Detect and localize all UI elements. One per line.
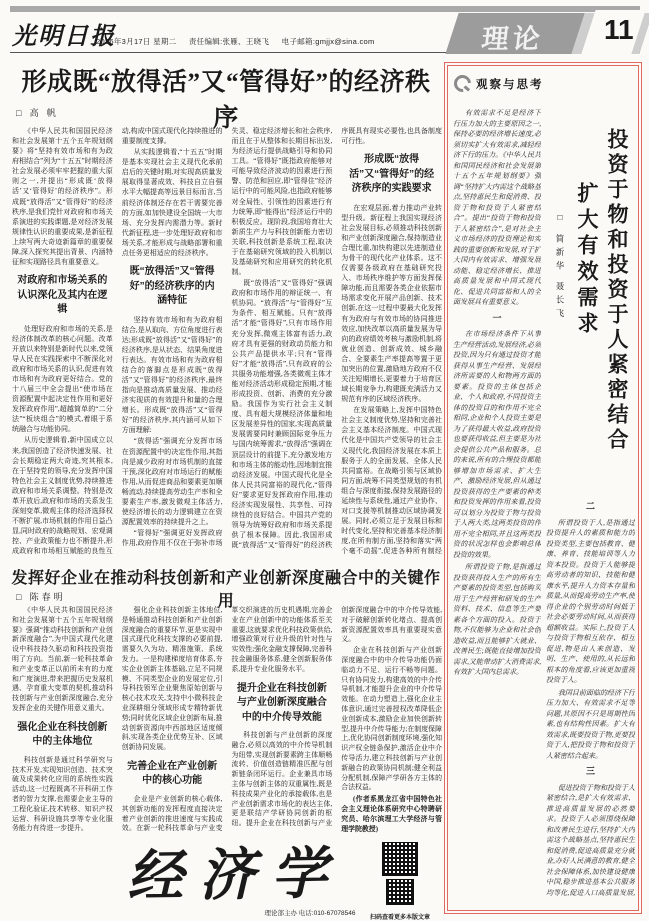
main-byline: □ 高 帆	[16, 108, 59, 118]
dateline	[96, 36, 385, 47]
paragraph: 处理好政府和市场的关系,是经济体制改革的核心问题。改革开放以来特别是新时代以来,党领导人民在实践探索中不断深化对政府和市场关系的认识,促进有效市场和有为政府更好结合。党的十八届三中全会提出“使市场在资源配置中起决定性作用和更好发挥政府作用”,超越简单的“二分法”“板块组合”的模式,着眼于系统融合与功能协同。	[12, 324, 113, 434]
main-headline: 形成既“放得活”又“管得好”的经济秩序	[21, 69, 431, 132]
observe-panel-frame	[447, 65, 639, 911]
section-divider: 三	[585, 766, 595, 776]
page-number: 11	[604, 14, 634, 45]
section-heading: 对政府和市场关系的认识深化及其内在逻辑	[17, 275, 108, 316]
qr-zone	[356, 842, 444, 918]
paragraph: 科技创新与产业创新的深度融合,必须以高效的中介传导机制为纽带,实现创新要素跨主体顺畅流转、价值创造链精准匹配与创新链条闭环运行。企业兼具市场主体与创新主体的双重属性,既是科技成果产业化的承接载体,也是产业创新需求市场化的表达主体,更是联结产学研协同创新的枢纽。提升企业在科技创新与产业创新深度融合中的中介传导效能,对于破解创新转化堵点、提高创新资源配置效率具有重要现实意义。	[231, 607, 442, 828]
second-byline: □ 陈春明	[16, 592, 66, 602]
section-heading: 完善企业在产业创新中的核心功能	[127, 760, 218, 787]
section-heading: 既“放得活”又“管得好”的经济秩序的内涵特征	[129, 266, 215, 307]
panel-byline: □ 简新华 聂长飞	[555, 212, 565, 323]
email-text: 电子邮箱:gmjjx@sina.com	[281, 37, 375, 46]
second-article-body	[12, 606, 442, 846]
paragraph: “管得好”强调更好发挥政府作用,政府作用不仅在于弥补市场失灵、稳定经济增长和社会秩序,而且在于从整体和长期目标出发,为经济运行提供战略引导和协同工具。“管得好”既指政府能够对可能导致经济波动的因素进行预警、防范和回应,即“管得住”经济运行中的可能风险,也指政府能够对全局性、引领性的因素进行有力统筹,即“能得出”经济运行中的积极反应。现阶段,我国培育壮大新质生产力与科技创新能力密切关联,科技创新是系统工程,取决于在基础研究领域的投入机制以及基础研究和应用研究的转化机制。	[121, 127, 333, 548]
paragraph: 科技创新是通过科学研究与技术开发,实现知识创造、技术突破及成果转化应用的系统性实践活动,这一过程既离不开科研工作者的智力支撑,也需要企业主导的工程化验证,技术转移、知识产权运营、科研设施共享等专业化服务能力有待进一步提升。	[12, 756, 113, 833]
organizer-phone-line: 理论部主办 电话:010-67078546	[264, 910, 356, 917]
qr-caption: 扫码查看更多本版文章	[369, 915, 430, 921]
observe-panel-title: 观察与思考	[476, 78, 544, 91]
paragraph: 在宏观层面,着力推动产业转型升级。新征程上我国实现经济社会发展目标,必须推动科技创新和产业创新深度融合,保持制造业合理比重,加快构建以先进制造业为骨干的现代化产业体系。这不仅需要各级政府在基础研究投入、市场秩序维护等方面发挥保障功能,而且需要各类企业依据市场需求变化开展产品创新、技术创新,在这一过程中要最大化发挥有为政府与有效市场的协同推进效应,加快改革以高质量发展为导向的政府绩效考核与激励机制,将就业创造、创新成效、城乡融合、全要素生产率提高等置于更加突出的位置,激励地方政府不仅关注短期增长,更要着力于培育区域长期竞争力,构建既充满活力又规范有序的区域经济秩序。	[341, 203, 442, 404]
editors-text: 责任编辑:张雁、王晓飞	[188, 37, 270, 46]
paragraph: 从历史逻辑看,新中国成立以来,我国创造了经济快速发展、社会长期稳定两大奇迹,究其根本,在于坚持党的领导,充分发挥中国特色社会主义制度优势,持续推进政府和市场关系调整。特别是改革开放后,政府和市场的关系发生深刻变革,微观主体的经济选择权不断扩展,市场机制的作用日益凸显,同时政府的战略规划、宏观调控、产业政策能力也不断提升,形成政府和市场相互赋能的良性互动,构成中国式现代化持续推进的重要制度支撑。	[12, 127, 223, 556]
observe-panel-header	[454, 75, 544, 92]
second-headline: 发挥好企业在推动科技创新和产业创新深度融合中的关键作用	[11, 570, 441, 610]
paragraph: 在发展策略上,发挥中国特色社会主义制度优势,坚持和完善社会主义基本经济制度。中国式现代化是中国共产党领导的社会主义现代化,我国经济发展在本质上服务于人的全面发展、全体人民共同富裕。在战略引领与区域协同方面,统筹不同类型规划的有机组合与深度衔接,保持发展路径的延续性与系统性,通过产业协作、对口支援等机制推动区域协调发展。同时,必须立足于发展目标和时代变化,坚持和完善基本经济制度,在所有制方面,坚持和落实“两个毫不动摇”,促进各种所有制经	[341, 406, 442, 556]
observe-panel	[444, 62, 642, 914]
column-calligraphy-title: 经济学	[99, 834, 370, 917]
main-article-body	[12, 126, 442, 558]
panel-left-column	[453, 108, 541, 898]
section-divider: 二	[585, 501, 595, 511]
paragraph: 所谓投资于人,是指通过投资提升人的素质和能力的投资类型,主要包括教育、健康、养育、技能培训等人力资本投资。投资于人能够提高劳动者的知识、技能和健康水平,提升人力资本存量和质量,从而提高劳动生产率,使得企业的个别劳动时间低于社会必要劳动时间,从而获得超额收益。实际上,投资于人与投资于物相互依存、相互促进,物是由人来创造、发明、生产、使用的,从长远和根本的角度看,应该更加重视投资于人。	[546, 518, 635, 684]
section-heading: 形成既“放得活”又“管得好”的经济秩序的实践要求	[349, 154, 435, 195]
section-divider: 一	[492, 312, 502, 323]
section-heading: 强化企业在科技创新中的主体地位	[17, 721, 108, 748]
section-label: 理论	[480, 24, 546, 54]
paragraph: 促进投资于物和投资于人紧密结合,是扩大有效需求、推进高质量发展的必然要求。投资于人必须围绕保障和改善民生进行,坚持扩大内需这个战略基点,坚持惠民生和促消费,促进高质量充分就业,办好人民满意的教育,健全社会保障体系,加快建设健康中国,稳步推进基本公共服务均等化,促进人口高质量发展,	[546, 783, 635, 897]
author-credit: (作者系黑龙江省中国特色社会主义理论体系研究中心特聘研究员、哈尔滨理工大学经济与管理学院教授)	[341, 796, 442, 833]
paragraph: 强化企业科技创新主体地位,是畅通推动科技创新和产业创新深度融合的重要环节,更是实现中国式现代化科技支撑的必要前提,需要久久为功、精准施策、系统发力。一是构建梯度培育体系,夯实企业创新主体基础,立足不同规模、不同类型企业的发展定位,引导科技领军企业聚焦原始创新与核心技术攻关,支持中小微科技企业深耕细分领域形成专精特新优势;同时优化区域企业创新布局,推动创新资源向中西部地区适度倾斜,实现各类企业优势互补、区域创新协同发展。	[121, 607, 223, 752]
panel-headline-line1: 投资于物和投资于人紧密结合	[605, 128, 629, 453]
date-text: 2026年3月17日 星期二	[96, 37, 177, 46]
paragraph: 所谓投资于物,是指通过投资获得投入生产的所有生产要素的投资类型,包括购买用于生产经营和研发的生产资料、技术、信息等生产要素各个方面的投入。投资于物,不仅能够为企业和社会创造收益,而且能够扩大就业、改善民生;既能直接增加投资需求,又能带动扩大消费需求,有效扩大国内总需求。	[453, 563, 541, 676]
paragraph: 《中华人民共和国国民经济和社会发展第十五个五年规划纲要》将“坚持有效市场和有为政府相结合”列为“十五五”时期经济社会发展必须牢牢把握的重大原则之一,并提出“形成既‘放得活’又‘管得好’的经济秩序”。形成既“放得活”又“管得好”的经济秩序,是我们党针对政府和市场关系演进的实践课题,是对经济发展规律性认识的重要成果,是新征程上续写两大奇迹新篇章的重要保障,深入探究其提出背景、内涵特征和实现路径具有重要意义。	[12, 127, 113, 267]
header-rule-bar	[10, 6, 640, 12]
qr-code-icon	[386, 879, 414, 905]
paragraph: 企业是产业创新的核心载体,其创新功能的发挥程度直接决定着产业创新的推进速度与实践成效。在新一轮科技革命与产业变革交织演进的历史机遇期,完善企业在产业创新中的功能体系至关重要,这就要求优化科技政策供给,增强政策对行业升级的针对性与实效性;强化金融支撑保障,完善科技金融服务体系,健全创新服务体系,提升专业化服务水平。	[121, 607, 333, 833]
masthead-title: 光明日报	[12, 21, 116, 50]
paragraph: “放得活”强调充分发挥市场在资源配置中的决定性作用,其指向是减少政府对市场机制的直接干预,深化政府对市场运行的赋能作用,从而促进商品和要素更加顺畅流动,持续提高劳动生产率和全要素生产率,激发微观主体活力,使经济增长的动力逻辑建立在资源配置效率的持续提升之上。	[121, 437, 223, 527]
paragraph: 有效需求不足是经济下行压力加大的主要原因之一,保持必要的经济增长速度,必须切实扩大有效需求,减轻经济下行的压力。《中华人民共和国国民经济和社会发展第十五个五年规划纲要》强调“坚持扩大内需这个战略基点,坚持惠民生和促消费、投资于物和投资于人紧密结合”。提出“投资于物和投资于人紧密结合”,是对社会主义市场经济的投资理论和实践的重要创新和发展,对于扩大国内有效需求、增强发展动能、稳定经济增长、推进高质量发展和中国式现代化、促进共同富裕和人的全面发展具有重要意义。	[453, 109, 541, 306]
panel-right-column	[546, 496, 635, 898]
panel-vertical-headline	[546, 124, 632, 524]
paragraph: 我国目前面临的经济下行压力加大、有效需求不足等问题,其原因不只是周期性因素,也有结构性因素。扩大有效需求,既要投资于物,更要投资于人,把投资于物和投资于人紧密结合起来。	[546, 688, 635, 760]
panel-headline-line2: 扩大有效需求	[575, 182, 599, 338]
paragraph: 坚持有效市场和有为政府相结合,是从取向、方位角度进行表达;形成既“放得活”又“管得好”的经济秩序,是从状态、结果角度进行表达。有效市场和有为政府相结合的落脚点是形成既“放得活”又“管得好”的经济秩序,最终指向是推动高质量发展、推动经济实现质的有效提升和量的合理增长。形成既“放得活”又“管得好”的经济秩序,其内涵可从如下方面理解:	[121, 315, 223, 435]
paragraph: 在市场经济条件下从事生产经营活动,发展经济,必须投资,因为只有通过投资才能获得从事生产经营、发展经济所需要的人和物两方面的要素。投资的主体包括企业、个人和政府,不同投资主体的投资目的和作用不完全相同,企业和个人投资主要是为了获得最大收益,政府投资也要获得收益,但主要是为社会提供公共产品和服务。总的来说,所有的合理投资都能够增加市场需求、扩大生产、激励经济发展,但从通过投资获得的生产要素的种类和投资发挥的作用来看,投资可以划分为投资于物与投资于人两大类,这两类投资的作用不完全相同,并且这两类投资的状况怎样也会影响总体投资的效果。	[453, 330, 541, 559]
section-heading: 提升企业在科技创新与产业创新深度融合中的中介传导效能	[236, 682, 327, 723]
observe-logo-icon	[451, 72, 475, 96]
paragraph: 既“放得活”又“管得好”强调政府和市场作用的辩证统一、有机协同。“放得活”与“管得好”互为条件、相互赋能。只有“放得活”才能“管得好”,只有市场作用充分发挥,微观主体富有活力,政府才具有更强的财政动员能力和公共产品提供水平;只有“管得好”才能“放得活”,只有政府的公共服务功能增强,各类微观主体才能对经济活动形成稳定预期,才能形成投资、创新、消费的充分激励。我国作为实行社会主义制度、具有超大规模经济体量和地区发展差异性的国家,实现高质量发展需要同时兼顾国际竞争压力与国内统筹需求,“放得活”强调在顶层设计的前提下,充分激发地方和市场主体的能动性,因地制宜推动经济发展。中国式现代化是全体人民共同富裕的现代化,“管得好”要求更好发挥政府作用,推动经济实现发展性、共享性、可持续性的良好结合。中国共产党的领导为统筹好政府和市场关系提供了根本保障。因此,我国形成既“放得活”又“管得好”的经济秩序既具有现实必要性,也具备制度可行性。	[231, 127, 442, 550]
paragraph: 《中华人民共和国国民经济和社会发展第十五个五年规划纲要》强调“推动科技创新和产业创新深度融合”,为中国式现代化建设中科技持久驱动和科技投资指明了方向。当前,新一轮科技革命和产业变革正以前所未有的力度和广度演进,带来把握历史发展机遇、孕育重大变革的契机,推动科技创新与产业创新深度融合,充分发挥企业的关键作用意义重大。	[12, 607, 113, 712]
paragraph: 企业在科技创新与产业创新深度融合中的中介传导功能仍面临动力不足、运行不畅等问题。只有协同发力,构建高效的中介传导机制,才能提升企业的中介传导效能。在动力塑造上,强化企业主体意识,通过完善授权改革降低企业创新成本,激励企业加快创新转型,提升中介传导能力;在制度保障上,优化协同创新制度环境,强化知识产权全链条保护,激活企业中介传导活力,建立科技创新与产业创新融合的政策协同机制;健全利益分配机制,保障产学研各方主体的合法权益。	[341, 647, 442, 792]
qr-code-icon	[382, 842, 418, 876]
paragraph: 从实践逻辑看,“十五五”时期是基本实现社会主义现代化承前启后的关键时期,对实现高质量发展取得显著成效、科技自立自强水平大幅提高等远景目标而言,当前经济体制还存在若干需要完善的方面,如加快建设全国统一大市场、充分发挥内需潜力等。新时代新征程,进一步处理好政府和市场关系,才能形成与战略部署和重点任务更相适应的经济秩序。	[121, 148, 223, 257]
